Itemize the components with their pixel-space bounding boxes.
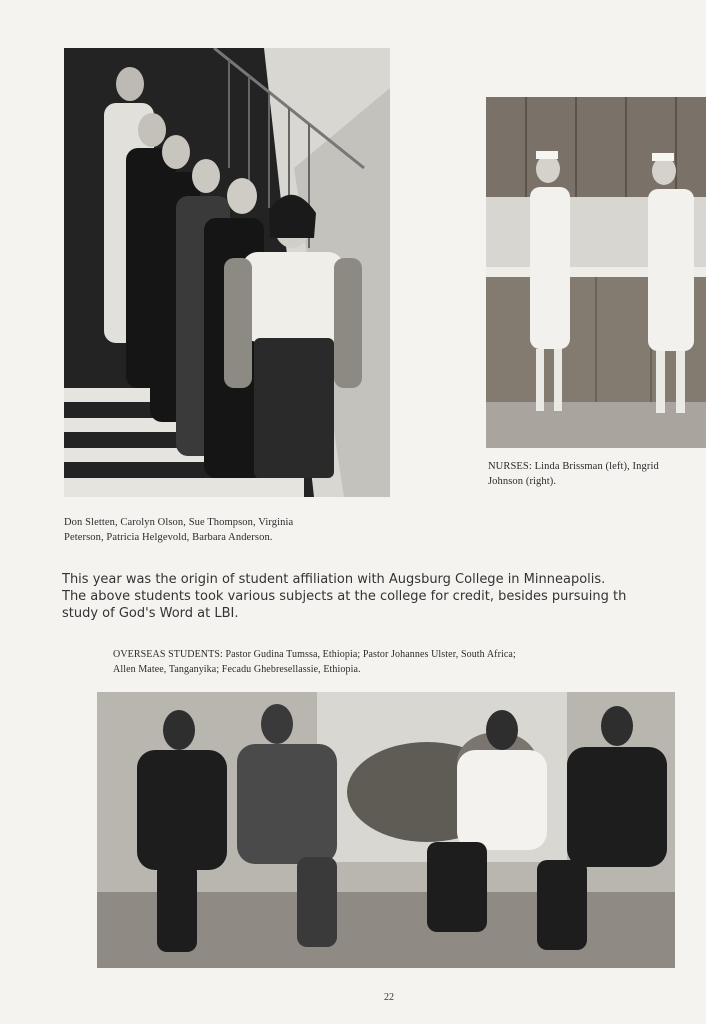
photo-staircase-students [64,48,390,497]
caption-nurses [488,459,706,489]
caption-staircase-line-1: Don Sletten, Carolyn Olson, Sue Thompson, Virginia [64,517,294,528]
caption-nurses-line-2: Johnson (right). [488,476,557,487]
caption-nurses-line-1: NURSES: Linda Brissman (left), Ingrid [488,461,659,472]
body-line-1: This year was the origin of student affiliation with Augsburg College in Minneapolis. [62,572,606,587]
caption-staircase-line-2: Peterson, Patricia Helgevold, Barbara Anderson. [64,532,273,543]
page-number: 22 [384,992,394,1003]
caption-overseas-students [113,647,673,677]
caption-staircase-students [64,515,394,545]
caption-overseas-line-1: OVERSEAS STUDENTS: Pastor Gudina Tumssa, Ethiopia; Pastor Johannes Ulster, South Africa; [113,649,516,660]
photo-nurses [486,97,706,448]
caption-overseas-line-2: Allen Matee, Tanganyika; Fecadu Ghebresellassie, Ethiopia. [113,664,361,675]
body-line-2: The above students took various subjects at the college for credit, besides pursuing th [62,589,627,604]
body-line-3: study of God's Word at LBI. [62,606,239,621]
photo-overseas-students [97,692,675,968]
body-paragraph [62,571,706,622]
